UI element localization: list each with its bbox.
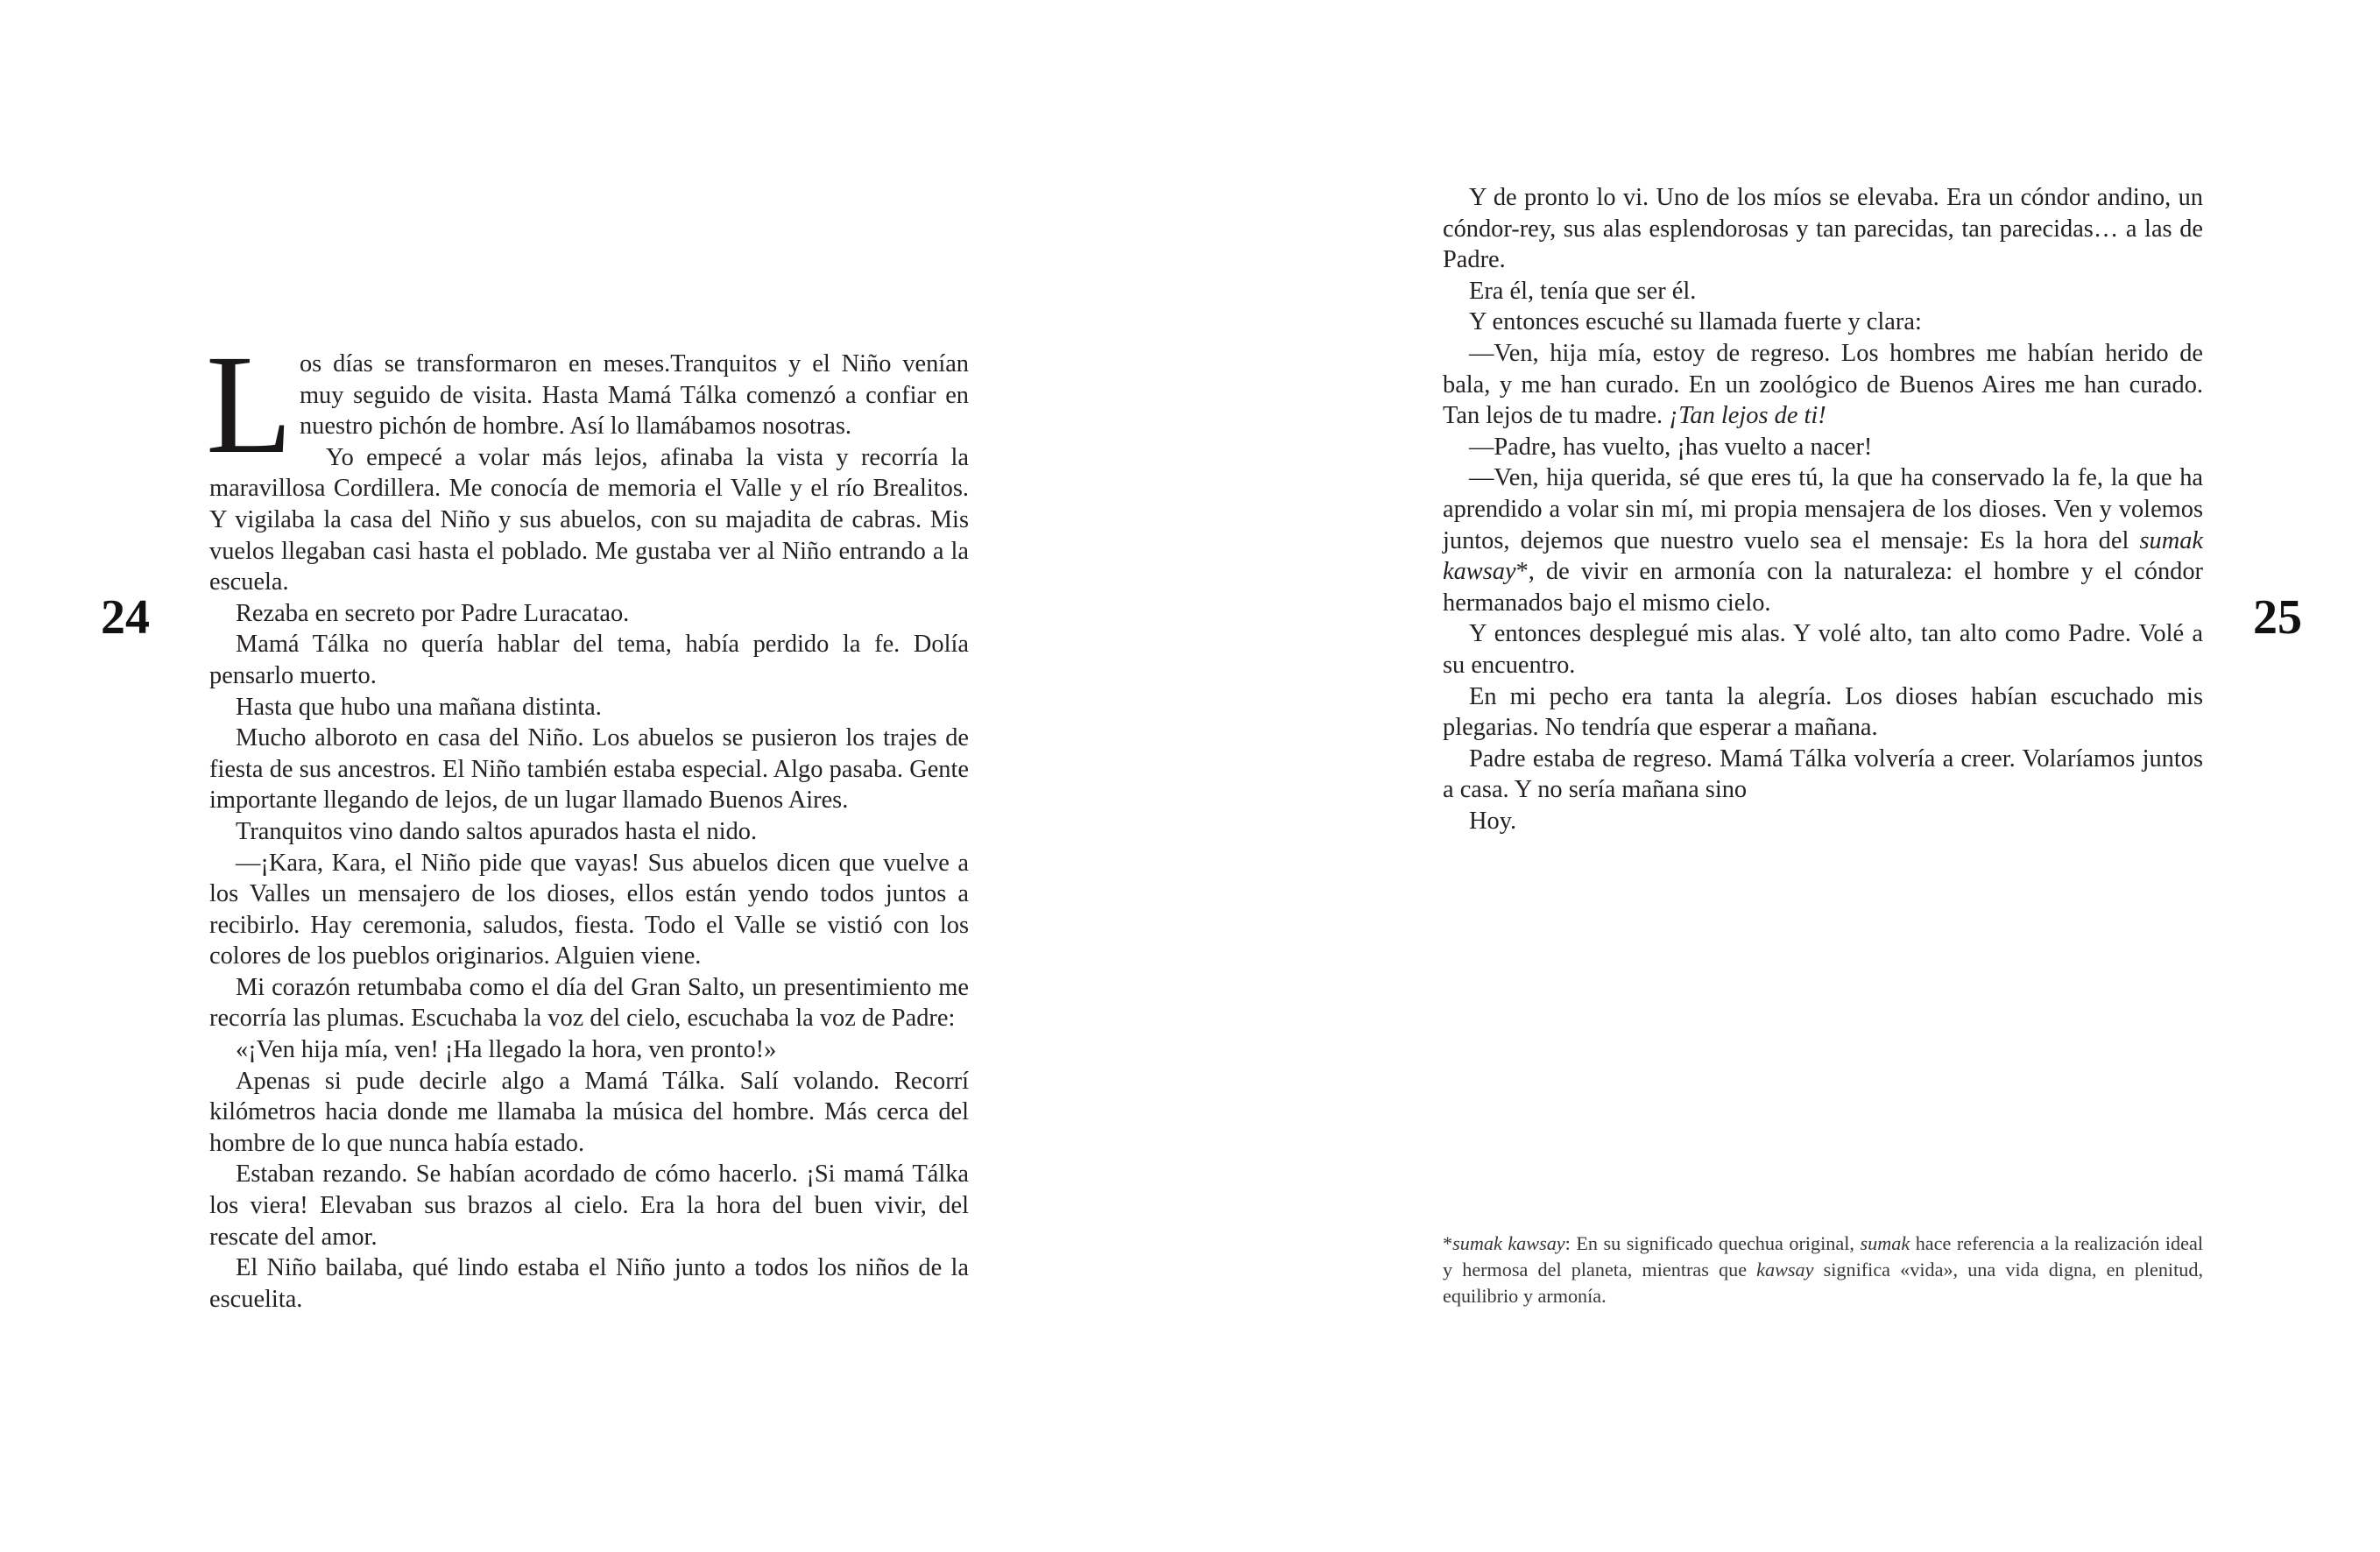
italic-text: ¡Tan lejos de ti!: [1669, 402, 1826, 430]
paragraph: [209, 1066, 969, 1160]
text-run: Era él, tenía que ser él.: [1469, 277, 1697, 305]
paragraph: [1443, 681, 2203, 744]
text-run: Rezaba en secreto por Padre Luracatao.: [236, 599, 630, 627]
text-run: hace referencia a la realización ideal y hermosa del planeta, mientras que: [1443, 1232, 2203, 1280]
text-run: —Ven, hija mía, estoy de regreso. Los hombres me habían herido de bala, y me han curado. En un zoológico de Buenos Aires me han curado. Tan lejos de tu madre.: [1443, 339, 2203, 430]
text-run: *, de vivir en armonía con la naturaleza: el hombre y el cóndor hermanados bajo el mismo cielo.: [1443, 558, 2203, 617]
text-run: Mamá Tálka no quería hablar del tema, había perdido la fe. Dolía pensarlo muerto.: [209, 631, 969, 689]
text-run: significa «vida», una vida digna, en plenitud, equilibrio y armonía.: [1443, 1259, 2203, 1307]
paragraph: [1443, 462, 2203, 618]
page-number-right: 25: [2253, 590, 2302, 645]
text-run: *: [1443, 1232, 1453, 1254]
text-run: Y entonces desplegué mis alas. Y volé alto, tan alto como Padre. Volé a su encuentro.: [1443, 620, 2203, 679]
footnote-text: [1443, 1231, 2203, 1309]
footnote: [1443, 1231, 2203, 1309]
left-page-body: [206, 327, 969, 1315]
paragraph: [209, 629, 969, 691]
paragraph: [209, 972, 969, 1034]
text-run: El Niño bailaba, qué lindo estaba el Niño junto a todos los niños de la escuelita.: [209, 1254, 969, 1313]
paragraph: [1443, 432, 2203, 463]
text-run: Apenas si pude decirle algo a Mamá Tálka. Salí volando. Recorrí kilómetros hacia donde me llamaba la música del hombre. Más cerca del hombre de lo que nunca había estado.: [209, 1067, 969, 1157]
page-number-left: 24: [101, 590, 150, 645]
text-run: os días se transformaron en meses.Tranquitos y el Niño venían muy seguido de visita. Hasta Mamá Tálka comenzó a confiar en nuestro pichón de hombre. Así lo llamábamos nosotras.: [299, 350, 969, 441]
text-run: —Ven, hija querida, sé que eres tú, la que ha conservado la fe, la que ha aprendido a volar sin mí, mi propia mensajera de los dioses. Ven y volemos juntos, dejemos que nuestro vuelo sea el mensaje: Es la hora del: [1443, 464, 2203, 554]
paragraph: [206, 327, 969, 483]
paragraph: [209, 816, 969, 848]
text-run: Mucho alboroto en casa del Niño. Los abuelos se pusieron los trajes de fiesta de sus ancestros. El Niño también estaba especial. Algo pasaba. Gente importante llegando de lejos, de un lugar llamado Buenos Aires.: [209, 724, 969, 815]
italic-text: sumak: [1860, 1232, 1910, 1254]
text-run: : En su significado quechua original,: [1564, 1232, 1861, 1254]
paragraph: [1443, 618, 2203, 681]
text-run: Tranquitos vino dando saltos apurados hasta el nido.: [236, 817, 758, 845]
paragraph: [209, 1034, 969, 1066]
text-run: Y entonces escuché su llamada fuerte y clara:: [1469, 308, 1922, 336]
paragraph: [1443, 338, 2203, 432]
italic-text: sumak kawsay: [1443, 526, 2203, 586]
text-run: «¡Ven hija mía, ven! ¡Ha llegado la hora, ven pronto!»: [236, 1036, 777, 1064]
text-run: Hoy.: [1469, 807, 1517, 835]
right-page-body: [1443, 182, 2203, 836]
italic-text: kawsay: [1756, 1259, 1814, 1280]
drop-cap: L: [206, 327, 293, 483]
paragraph: [209, 442, 969, 598]
text-run: —¡Kara, Kara, el Niño pide que vayas! Sus abuelos dicen que vuelve a los Valles un mensajero de los dioses, ellos están yendo todos juntos a recibirlo. Hay ceremonia, saludos, fiesta. Todo el Valle se vistió con los colores de los pueblos originarios. Alguien viene.: [209, 849, 969, 970]
paragraph: [209, 1252, 969, 1315]
text-run: Yo empecé a volar más lejos, afinaba la vista y recorría la maravillosa Cordillera. Me conocía de memoria el Valle y el río Brealitos. Y vigilaba la casa del Niño y sus abuelos, con su majadita de cabras. Mis vuelos llegaban casi hasta el poblado. Me gustaba ver al Niño entrando a la escuela.: [209, 443, 969, 596]
text-run: Mi corazón retumbaba como el día del Gran Salto, un presentimiento me recorría las plumas. Escuchaba la voz del cielo, escuchaba la voz de Padre:: [209, 973, 969, 1033]
text-run: Padre estaba de regreso. Mamá Tálka volvería a creer. Volaríamos juntos a casa. Y no sería mañana sino: [1443, 744, 2203, 804]
paragraph: [209, 692, 969, 723]
paragraph: [1443, 276, 2203, 307]
paragraph: [1443, 182, 2203, 276]
paragraph: [1443, 806, 2203, 837]
text-run: Estaban rezando. Se habían acordado de cómo hacerlo. ¡Si mamá Tálka los viera! Elevaban sus brazos al cielo. Era la hora del buen vivir, del rescate del amor.: [209, 1160, 969, 1251]
paragraph: [1443, 307, 2203, 338]
text-run: Hasta que hubo una mañana distinta.: [236, 693, 602, 721]
paragraph: [209, 598, 969, 630]
italic-text: sumak kawsay: [1452, 1232, 1565, 1254]
paragraph: [209, 723, 969, 816]
text-run: —Padre, has vuelto, ¡has vuelto a nacer!: [1469, 433, 1873, 461]
text-run: Y de pronto lo vi. Uno de los míos se elevaba. Era un cóndor andino, un cóndor-rey, sus alas esplendorosas y tan parecidas, tan parecidas… a las de Padre.: [1443, 184, 2203, 274]
paragraph: [209, 1159, 969, 1252]
text-run: En mi pecho era tanta la alegría. Los dioses habían escuchado mis plegarias. No tendría que esperar a mañana.: [1443, 682, 2203, 742]
paragraph: [209, 848, 969, 972]
paragraph: [1443, 744, 2203, 806]
